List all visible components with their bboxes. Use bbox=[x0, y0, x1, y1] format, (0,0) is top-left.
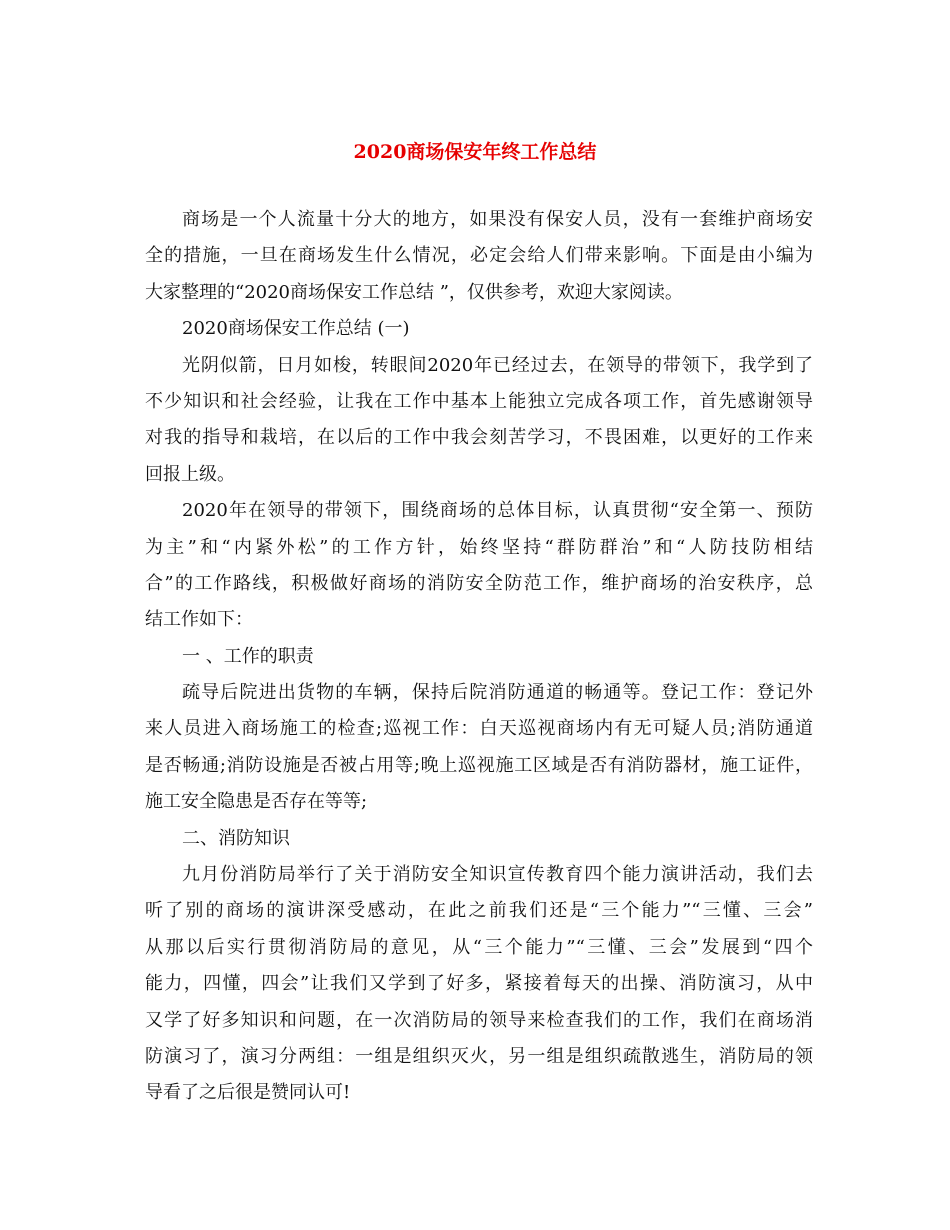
paragraph-line: 来人员进入商场施工的检查;巡视工作：白天巡视商场内有无可疑人员;消防通道 bbox=[145, 718, 813, 740]
paragraph-line: 疏导后院进出货物的车辆，保持后院消防通道的畅通等。登记工作：登记外 bbox=[182, 682, 813, 704]
paragraph-line: 结工作如下： bbox=[145, 609, 253, 631]
paragraph-line: 又学了好多知识和问题，在一次消防局的领导来检查我们的工作，我们在商场消 bbox=[145, 1009, 813, 1031]
paragraph-line: 大家整理的“2020商场保安工作总结 ”，仅供参考，欢迎大家阅读。 bbox=[145, 281, 683, 303]
paragraph-line: 回报上级。 bbox=[145, 463, 235, 485]
paragraph-line: 是否畅通;消防设施是否被占用等;晚上巡视施工区域是否有消防器材，施工证件， bbox=[145, 754, 813, 776]
document-body bbox=[145, 202, 813, 1112]
section-heading: 二、消防知识 bbox=[182, 827, 290, 849]
paragraph-line: 从那以后实行贯彻消防局的意见，从“三个能力”“三懂、三会”发展到“四个 bbox=[145, 936, 813, 958]
paragraph-line: 商场是一个人流量十分大的地方，如果没有保安人员，没有一套维护商场安 bbox=[182, 209, 813, 230]
paragraph-line: 听了别的商场的演讲深受感动，在此之前我们还是“三个能力”“三懂、三会” bbox=[145, 900, 813, 922]
section-heading: 2020商场保安工作总结 (一) bbox=[182, 318, 410, 340]
paragraph-line: 为主”和“内紧外松”的工作方针，始终坚持“群防群治”和“人防技防相结 bbox=[145, 536, 813, 558]
paragraph-line: 能力，四懂，四会”让我们又学到了好多，紧接着每天的出操、消防演习，从中 bbox=[145, 973, 813, 995]
paragraph-line: 2020年在领导的带领下，围绕商场的总体目标，认真贯彻“安全第一、预防 bbox=[182, 500, 813, 522]
paragraph-line: 防演习了，演习分两组：一组是组织灭火，另一组是组织疏散逃生，消防局的领 bbox=[145, 1045, 813, 1067]
paragraph-line: 合”的工作路线，积极做好商场的消防安全防范工作，维护商场的治安秩序，总 bbox=[145, 572, 813, 594]
paragraph-line: 全的措施，一旦在商场发生什么情况，必定会给人们带来影响。下面是由小编为 bbox=[145, 245, 813, 267]
document-title: 2020商场保安年终工作总结 bbox=[353, 141, 597, 163]
paragraph-line: 施工安全隐患是否存在等等; bbox=[145, 791, 368, 813]
paragraph-line: 九月份消防局举行了关于消防安全知识宣传教育四个能力演讲活动，我们去 bbox=[182, 864, 813, 886]
paragraph-line: 不少知识和社会经验，让我在工作中基本上能独立完成各项工作，首先感谢领导 bbox=[145, 390, 813, 412]
paragraph-line: 对我的指导和栽培，在以后的工作中我会刻苦学习，不畏困难，以更好的工作来 bbox=[145, 427, 813, 449]
paragraph-line: 导看了之后很是赞同认可! bbox=[145, 1082, 351, 1104]
section-heading: 一 、工作的职责 bbox=[182, 645, 314, 667]
paragraph-line: 光阴似箭，日月如梭，转眼间2020年已经过去，在领导的带领下，我学到了 bbox=[182, 354, 813, 376]
